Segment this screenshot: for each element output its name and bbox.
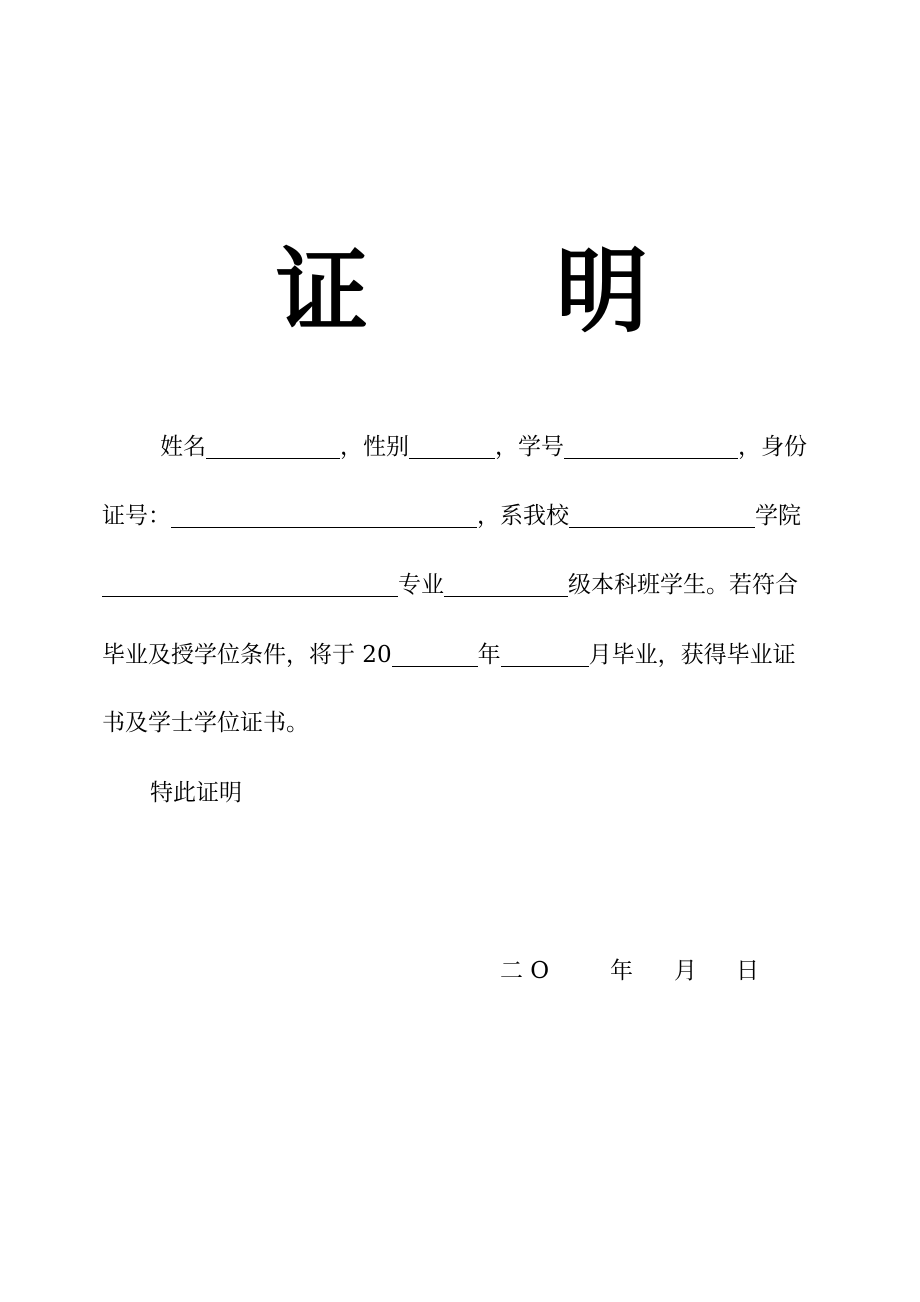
month-label: 月毕业，获得毕业证 <box>588 642 796 668</box>
date-month-label: 月 <box>674 958 697 984</box>
college-label: 学院 <box>755 503 801 529</box>
document-title <box>0 236 920 346</box>
year-label: 年 <box>477 642 501 668</box>
id-card-field[interactable] <box>171 501 477 528</box>
line-5 <box>102 706 309 740</box>
line-1 <box>160 430 807 464</box>
student-id-label: ，学号 <box>495 434 564 460</box>
name-label: 姓名 <box>160 434 206 460</box>
id-card-label-part1: ，身份 <box>738 434 807 460</box>
name-field[interactable] <box>206 432 340 459</box>
major-field[interactable] <box>102 570 398 597</box>
gender-label: ，性别 <box>340 434 409 460</box>
major-label: 专业 <box>398 572 444 598</box>
date-prefix: 二 O <box>500 958 550 984</box>
title-char-2: 明 <box>556 237 649 345</box>
line-2 <box>102 499 801 533</box>
graduation-month-field[interactable] <box>501 640 589 667</box>
school-label: ，系我校 <box>477 503 569 529</box>
college-field[interactable] <box>569 501 755 528</box>
condition-text: 毕业及授学位条件，将于 20 <box>102 642 392 668</box>
date-year-label: 年 <box>610 958 633 984</box>
gender-field[interactable] <box>409 432 495 459</box>
title-char-1: 证 <box>276 237 369 345</box>
grade-field[interactable] <box>444 570 568 597</box>
closing-statement: 特此证明 <box>150 780 242 806</box>
line-4 <box>102 638 796 672</box>
line-3 <box>102 568 798 602</box>
graduation-year-field[interactable] <box>392 640 478 667</box>
student-id-field[interactable] <box>564 432 738 459</box>
id-card-label-part2: 证号： <box>102 503 171 529</box>
end-text: 书及学士学位证书。 <box>102 710 309 736</box>
date-day-label: 日 <box>736 958 759 984</box>
grade-label: 级本科班学生。若符合 <box>568 572 798 598</box>
